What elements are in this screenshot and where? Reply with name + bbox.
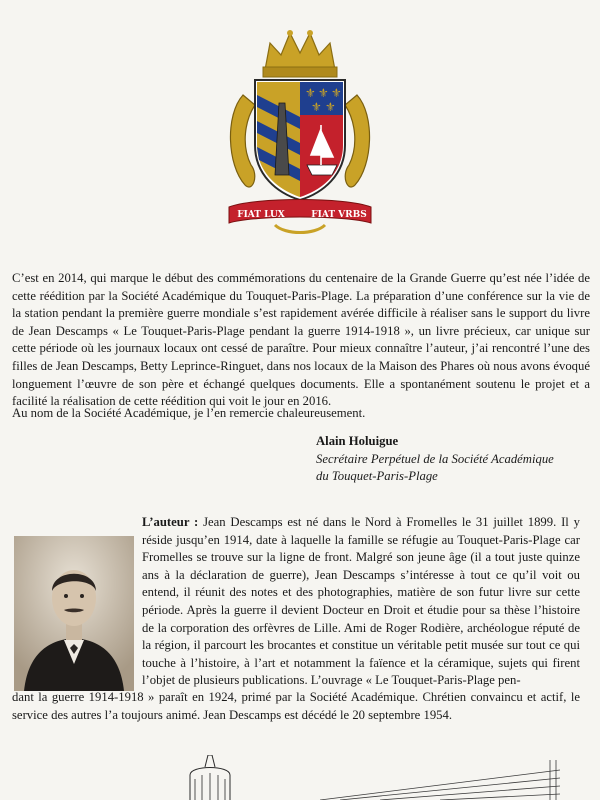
hatched-lines-drawing bbox=[320, 760, 570, 800]
motto-left-text: FIAT LUX bbox=[237, 210, 285, 220]
author-portrait-photo bbox=[14, 536, 134, 691]
lighthouse-drawing-icon bbox=[150, 755, 270, 800]
thanks-line: Au nom de la Société Académique, je l’en remercie chaleureusement. bbox=[12, 406, 366, 420]
signature-name: Alain Holuigue bbox=[316, 434, 399, 448]
svg-text:⚜: ⚜ bbox=[325, 100, 336, 114]
author-lead-label: L’auteur : bbox=[142, 515, 199, 529]
shield-icon bbox=[255, 80, 345, 200]
svg-text:⚜: ⚜ bbox=[331, 86, 342, 100]
crest-scroll-ornament bbox=[275, 225, 325, 233]
svg-text:⚜: ⚜ bbox=[311, 100, 322, 114]
author-bio-bottom: dant la guerre 1914-1918 » paraît en 1924, primé par la Société Académique. Chrétien convaincu et actif, le service des autres l’a toujours animé. Jean Descamps est décédé le 20 septembre 1954. bbox=[12, 690, 580, 722]
signature-block bbox=[316, 433, 596, 486]
right-dolphin-icon bbox=[345, 95, 370, 187]
svg-text:⚜: ⚜ bbox=[318, 86, 329, 100]
author-bio-text-top: Jean Descamps est né dans le Nord à Fromelles le 31 juillet 1899. Il y réside jusqu’en 1914, date à laquelle la famille se réfugie au Touquet-Paris-Plage car Fromelles se trouve sur la ligne de front. Malgré son jeune âge (il a tout juste quinze ans à la déclaration de guerre), Jean Descamps s’intéresse à tout ce qu’il voit ou entend, il réunit des notes et des photographies, matière de son futur livre sur cette période. Après la guerre il devient Docteur en Droit et étudie pour sa thèse l’histoire de la corporation des orfèvres de Lille. Ami de Roger Rodière, archéologue réputé de la région, il parcourt les brocantes et constitue un véritable petit musée sur tout ce qui touche à l’histoire, à l’art et notamment la faïence et la céramique, sujets qui firent l’objet de plusieurs publications. L’ouvrage « Le Touquet-Paris-Plage pen- bbox=[142, 515, 580, 688]
crown-icon bbox=[263, 30, 337, 77]
author-bio-top bbox=[142, 514, 580, 690]
signature-role-line2: du Touquet-Paris-Plage bbox=[316, 469, 438, 484]
coat-of-arms-crest bbox=[215, 25, 385, 240]
svg-text:⚜: ⚜ bbox=[305, 86, 316, 100]
left-dolphin-icon bbox=[230, 95, 255, 187]
motto-right-text: FIAT VRBS bbox=[311, 210, 367, 220]
signature-role-line1: Secrétaire Perpétuel de la Société Académique bbox=[316, 451, 554, 466]
motto-banner bbox=[229, 200, 371, 224]
intro-paragraph: C’est en 2014, qui marque le début des commémorations du centenaire de la Grande Guerre qu’est née l’idée de cette réédition par la Société Académique du Touquet-Paris-Plage. La préparation d’une conférence sur la vie de la station pendant la première guerre mondiale s’est rapidement avérée difficile à réaliser sans le support du livre de Jean Descamps « Le Touquet-Paris-Plage pendant la guerre 1914-1918 », un livre précieux, car unique sur cette période où les journaux locaux ont cessé de paraître. Pour mieux connaître l’auteur, j’ai rencontré l’une des filles de Jean Descamps, Betty Leprince-Ringuet, dans nos locaux de la Maison des Phares où nous avons évoqué longuement l’œuvre de son père et échangé quelques documents. Elle a spontanément soutenu le projet et a facilité la réalisation de cette réédition qui voit le jour en 2016. bbox=[12, 271, 590, 409]
